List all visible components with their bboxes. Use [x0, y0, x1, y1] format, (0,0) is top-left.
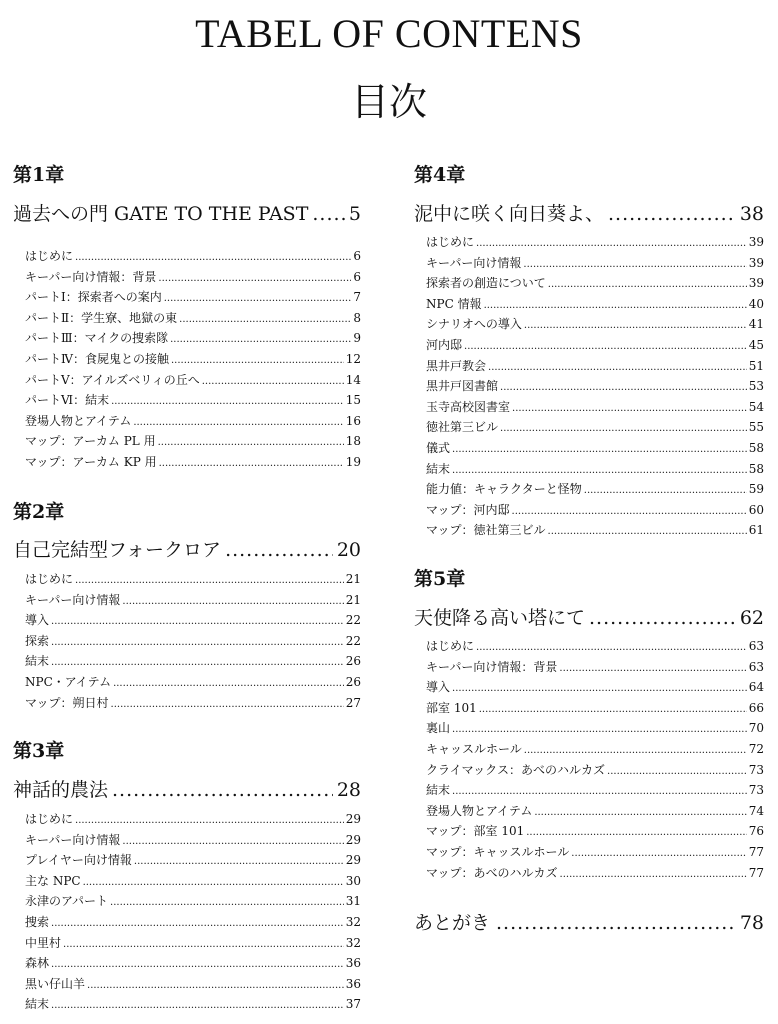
entry-title: 永津のアパート: [25, 894, 109, 909]
toc-entry[interactable]: [426, 719, 764, 740]
chapter-title: 過去への門 GATE TO THE PAST: [13, 203, 309, 225]
leader-dots: [523, 259, 746, 270]
entry-title: 登場人物とアイテム: [426, 803, 533, 818]
entry-title: シナリオへの導入: [426, 317, 522, 332]
toc-entry[interactable]: [426, 336, 764, 357]
leader-dots: [452, 786, 747, 797]
toc-entry[interactable]: [426, 761, 764, 782]
entry-page: 6: [353, 249, 361, 263]
chapter-heading[interactable]: [414, 201, 764, 227]
entry-page: 39: [748, 235, 764, 249]
entry-page: 22: [345, 633, 361, 648]
entry-page: 58: [748, 440, 764, 455]
leader-dots: [83, 877, 344, 888]
entry-title: はじめに: [25, 572, 74, 586]
entry-title: キーパー向け情報: [426, 255, 522, 270]
entry-title: マップ：アーカム PL 用: [25, 434, 156, 449]
leader-dots: [111, 396, 344, 407]
entry-list: [25, 247, 361, 474]
toc-entry[interactable]: [426, 802, 764, 823]
chapter-page: 38: [739, 203, 764, 225]
entry-title: クライマックス：あべのハルカズ: [426, 762, 606, 777]
toc-entry[interactable]: [426, 480, 764, 501]
entry-title: 部室 101: [426, 700, 477, 715]
toc-entry[interactable]: [25, 350, 361, 371]
toc-entry[interactable]: [25, 288, 361, 309]
entry-page: 58: [748, 461, 764, 476]
toc-entry[interactable]: [426, 637, 764, 658]
toc-entry[interactable]: [426, 781, 764, 802]
toc-entry[interactable]: [25, 412, 361, 433]
entry-title: 登場人物とアイテム: [25, 413, 132, 428]
leader-dots: [496, 910, 734, 936]
entry-page: 29: [345, 853, 361, 868]
entry-title: 導入: [25, 613, 50, 628]
entry-title: 結末: [426, 461, 451, 476]
entry-page: 18: [345, 434, 361, 449]
leader-dots: [112, 777, 333, 803]
entry-page: 32: [345, 914, 361, 929]
entry-page: 36: [345, 956, 361, 971]
afterword-entry[interactable]: [414, 910, 764, 936]
entry-page: 31: [345, 894, 361, 909]
entry-page: 39: [748, 255, 764, 270]
leader-dots: [159, 458, 344, 469]
entry-list: [426, 637, 764, 884]
entry-title: 中里村: [25, 935, 62, 950]
leader-dots: [512, 506, 747, 517]
entry-title: はじめに: [25, 249, 74, 263]
page-title-japanese: 目次: [350, 80, 427, 124]
toc-entry[interactable]: [426, 658, 764, 679]
entry-title: 主な NPC: [25, 873, 81, 888]
chapter-title: 泥中に咲く向日葵よ、: [414, 203, 605, 225]
entry-page: 70: [748, 721, 764, 736]
leader-dots: [179, 314, 351, 325]
entry-title: 探索: [25, 633, 50, 648]
entry-title: 導入: [426, 680, 451, 695]
entry-page: 55: [748, 420, 764, 435]
entry-page: 19: [345, 454, 361, 469]
toc-entry[interactable]: [426, 418, 764, 439]
entry-title: 探索者の創造について: [426, 276, 546, 291]
leader-dots: [571, 848, 746, 859]
entry-page: 37: [345, 997, 361, 1012]
entry-page: 60: [748, 502, 764, 517]
leader-dots: [534, 807, 746, 818]
entry-page: 29: [345, 812, 361, 826]
entry-page: 76: [748, 824, 764, 839]
entry-page: 59: [748, 482, 764, 497]
leader-dots: [51, 637, 344, 648]
chapter-page: 5: [348, 203, 361, 225]
leader-dots: [452, 444, 747, 455]
entry-page: 51: [748, 358, 764, 373]
toc-entry[interactable]: [25, 591, 361, 612]
chapter-heading[interactable]: [13, 537, 361, 563]
leader-dots: [452, 465, 747, 476]
entry-page: 39: [748, 276, 764, 291]
leader-dots: [464, 341, 747, 352]
entry-page: 77: [748, 844, 764, 859]
leader-dots: [524, 745, 747, 756]
entry-page: 29: [345, 832, 361, 847]
toc-entry[interactable]: [426, 357, 764, 378]
leader-dots: [75, 815, 344, 826]
toc-entry[interactable]: [25, 851, 361, 872]
chapter-title: 天使降る高い塔にて: [414, 607, 586, 629]
entry-page: 45: [748, 337, 764, 352]
entry-page: 73: [748, 783, 764, 798]
entry-title: パートⅠ：探索者への案内: [25, 290, 162, 305]
toc-entry[interactable]: [426, 843, 764, 864]
entry-title: 捜索: [25, 914, 50, 929]
toc-entry[interactable]: [25, 570, 361, 591]
entry-page: 12: [345, 351, 361, 366]
toc-entry[interactable]: [426, 740, 764, 761]
entry-list: [426, 233, 764, 542]
entry-title: パートⅣ：食屍鬼との接触: [25, 351, 169, 366]
leader-dots: [51, 918, 344, 929]
entry-page: 21: [345, 572, 361, 586]
leader-dots: [560, 869, 747, 880]
leader-dots: [202, 376, 344, 387]
toc-entry[interactable]: [426, 864, 764, 885]
toc-entry[interactable]: [426, 521, 764, 542]
entry-list: [25, 570, 361, 714]
toc-entry[interactable]: [25, 995, 361, 1016]
toc-entry[interactable]: [426, 377, 764, 398]
entry-page: 77: [748, 865, 764, 880]
entry-title: 黒井戸図書館: [426, 379, 499, 394]
entry-page: 30: [345, 873, 361, 888]
entry-page: 66: [748, 700, 764, 715]
entry-title: 裏山: [426, 721, 451, 736]
page-title-english: TABEL OF CONTENS: [195, 11, 583, 56]
entry-title: はじめに: [426, 235, 475, 249]
toc-entry[interactable]: [25, 371, 361, 392]
leader-dots: [607, 766, 747, 777]
entry-page: 32: [345, 935, 361, 950]
leader-dots: [608, 201, 736, 227]
entry-title: はじめに: [25, 812, 74, 826]
toc-entry[interactable]: [25, 872, 361, 893]
toc-entry[interactable]: [25, 673, 361, 694]
leader-dots: [63, 939, 344, 950]
leader-dots: [524, 320, 747, 331]
entry-page: 6: [353, 269, 361, 284]
leader-dots: [500, 423, 747, 434]
leader-dots: [51, 959, 344, 970]
entry-page: 22: [345, 613, 361, 628]
chapter-title: 神話的農法: [13, 779, 109, 801]
entry-title: パートⅤ：アイルズベリィの丘へ: [25, 372, 200, 387]
toc-entry[interactable]: [426, 274, 764, 295]
toc-entry[interactable]: [426, 822, 764, 843]
leader-dots: [476, 642, 747, 653]
toc-entry[interactable]: [426, 254, 764, 275]
leader-dots: [170, 334, 351, 345]
toc-entry[interactable]: [25, 892, 361, 913]
leader-dots: [87, 980, 344, 991]
entry-page: 21: [345, 592, 361, 607]
toc-entry[interactable]: [25, 934, 361, 955]
toc-entry[interactable]: [426, 678, 764, 699]
entry-page: 15: [345, 393, 361, 408]
entry-title: マップ：キャッスルホール: [426, 844, 570, 859]
afterword-title: あとがき: [414, 912, 491, 934]
toc-entry[interactable]: [25, 652, 361, 673]
toc-entry[interactable]: [426, 233, 764, 254]
toc-entry[interactable]: [426, 295, 764, 316]
leader-dots: [158, 437, 344, 448]
entry-page: 16: [345, 413, 361, 428]
leader-dots: [225, 537, 333, 563]
entry-title: マップ：朔日村: [25, 695, 109, 710]
toc-entry[interactable]: [426, 699, 764, 720]
leader-dots: [158, 273, 351, 284]
entry-page: 7: [353, 290, 361, 305]
entry-page: 63: [748, 659, 764, 674]
entry-page: 27: [345, 695, 361, 710]
leader-dots: [171, 355, 344, 366]
leader-dots: [452, 683, 747, 694]
toc-entry[interactable]: [25, 329, 361, 350]
leader-dots: [312, 201, 345, 227]
entry-title: キーパー向け情報：背景: [426, 659, 558, 674]
toc-entry[interactable]: [426, 460, 764, 481]
toc-entry[interactable]: [25, 268, 361, 289]
leader-dots: [452, 724, 747, 735]
leader-dots: [75, 252, 351, 263]
entry-page: 41: [748, 317, 764, 332]
entry-title: キャッスルホール: [426, 741, 522, 756]
entry-page: 9: [353, 331, 361, 346]
leader-dots: [113, 678, 344, 689]
entry-title: パートⅥ：結末: [25, 393, 110, 408]
leader-dots: [512, 403, 747, 414]
entry-title: 玉寺高校図書室: [426, 399, 511, 414]
leader-dots: [51, 657, 344, 668]
entry-title: マップ：あべのハルカズ: [426, 865, 558, 880]
entry-title: マップ：アーカム KP 用: [25, 454, 157, 469]
toc-entry[interactable]: [25, 391, 361, 412]
leader-dots: [500, 382, 747, 393]
chapter-label: 第4章: [414, 164, 466, 186]
toc-entry[interactable]: [25, 831, 361, 852]
toc-entry[interactable]: [25, 975, 361, 996]
entry-page: 54: [748, 399, 764, 414]
chapter-label: 第1章: [13, 164, 65, 186]
chapter-label: 第3章: [13, 740, 65, 762]
chapter-label: 第2章: [13, 501, 65, 523]
entry-page: 26: [345, 674, 361, 689]
chapter-heading[interactable]: [414, 605, 764, 631]
toc-entry[interactable]: [25, 432, 361, 453]
leader-dots: [122, 596, 343, 607]
leader-dots: [133, 417, 343, 428]
entry-title: パートⅢ：マイクの捜索隊: [25, 331, 169, 346]
chapter-heading[interactable]: [13, 777, 361, 803]
entry-title: 森林: [25, 956, 50, 971]
toc-entry[interactable]: [426, 501, 764, 522]
entry-title: はじめに: [426, 639, 475, 653]
entry-title: 能力値：キャラクターと怪物: [426, 482, 582, 497]
entry-title: パートⅡ：学生寮、地獄の東: [25, 310, 178, 325]
entry-title: 結末: [426, 783, 451, 798]
entry-title: NPC・アイテム: [25, 674, 112, 689]
entry-title: 結末: [25, 654, 50, 669]
leader-dots: [122, 836, 343, 847]
leader-dots: [479, 704, 747, 715]
leader-dots: [164, 293, 352, 304]
leader-dots: [589, 605, 736, 631]
leader-dots: [110, 897, 344, 908]
entry-title: 黒井戸教会: [426, 358, 487, 373]
toc-entry[interactable]: [25, 632, 361, 653]
leader-dots: [584, 485, 747, 496]
entry-page: 63: [748, 639, 764, 653]
entry-title: プレイヤー向け情報: [25, 853, 132, 868]
entry-page: 36: [345, 976, 361, 991]
leader-dots: [476, 238, 747, 249]
toc-entry[interactable]: [25, 913, 361, 934]
entry-title: マップ：部室 101: [426, 824, 525, 839]
leader-dots: [559, 663, 746, 674]
leader-dots: [51, 616, 344, 627]
leader-dots: [548, 279, 747, 290]
entry-title: 徳社第三ビル: [426, 420, 499, 435]
entry-page: 40: [748, 296, 764, 311]
entry-page: 74: [748, 803, 764, 818]
toc-entry[interactable]: [25, 309, 361, 330]
leader-dots: [51, 1000, 344, 1011]
leader-dots: [75, 575, 344, 586]
chapter-title: 自己完結型フォークロア: [13, 539, 222, 561]
entry-title: キーパー向け情報：背景: [25, 269, 157, 284]
toc-entry[interactable]: [426, 439, 764, 460]
entry-title: マップ：河内邸: [426, 502, 510, 517]
entry-page: 53: [748, 379, 764, 394]
toc-entry[interactable]: [25, 694, 361, 715]
toc-entry[interactable]: [25, 611, 361, 632]
leader-dots: [548, 526, 747, 537]
entry-title: キーパー向け情報: [25, 592, 121, 607]
toc-entry[interactable]: [25, 453, 361, 474]
entry-title: キーパー向け情報: [25, 832, 121, 847]
entry-page: 72: [748, 741, 764, 756]
entry-title: 儀式: [426, 440, 451, 455]
entry-title: マップ：徳社第三ビル: [426, 523, 546, 538]
entry-page: 8: [353, 310, 361, 325]
entry-title: NPC 情報: [426, 296, 482, 311]
entry-page: 64: [748, 680, 764, 695]
entry-title: 河内邸: [426, 337, 463, 352]
afterword-page: 78: [739, 912, 764, 934]
toc-entry[interactable]: [25, 810, 361, 831]
toc-entry[interactable]: [426, 398, 764, 419]
chapter-label: 第5章: [414, 568, 466, 590]
entry-title: 黒い仔山羊: [25, 976, 86, 991]
chapter-page: 20: [336, 539, 361, 561]
leader-dots: [484, 300, 747, 311]
toc-entry[interactable]: [426, 315, 764, 336]
leader-dots: [526, 827, 746, 838]
leader-dots: [111, 699, 344, 710]
entry-page: 14: [345, 372, 361, 387]
leader-dots: [488, 362, 747, 373]
chapter-page: 62: [739, 607, 764, 629]
chapter-heading[interactable]: [13, 201, 361, 227]
entry-title: 結末: [25, 997, 50, 1012]
entry-page: 73: [748, 762, 764, 777]
leader-dots: [134, 856, 344, 867]
entry-page: 26: [345, 654, 361, 669]
chapter-page: 28: [336, 779, 361, 801]
toc-entry[interactable]: [25, 247, 361, 268]
entry-list: [25, 810, 361, 1016]
entry-page: 61: [748, 523, 764, 538]
toc-entry[interactable]: [25, 954, 361, 975]
